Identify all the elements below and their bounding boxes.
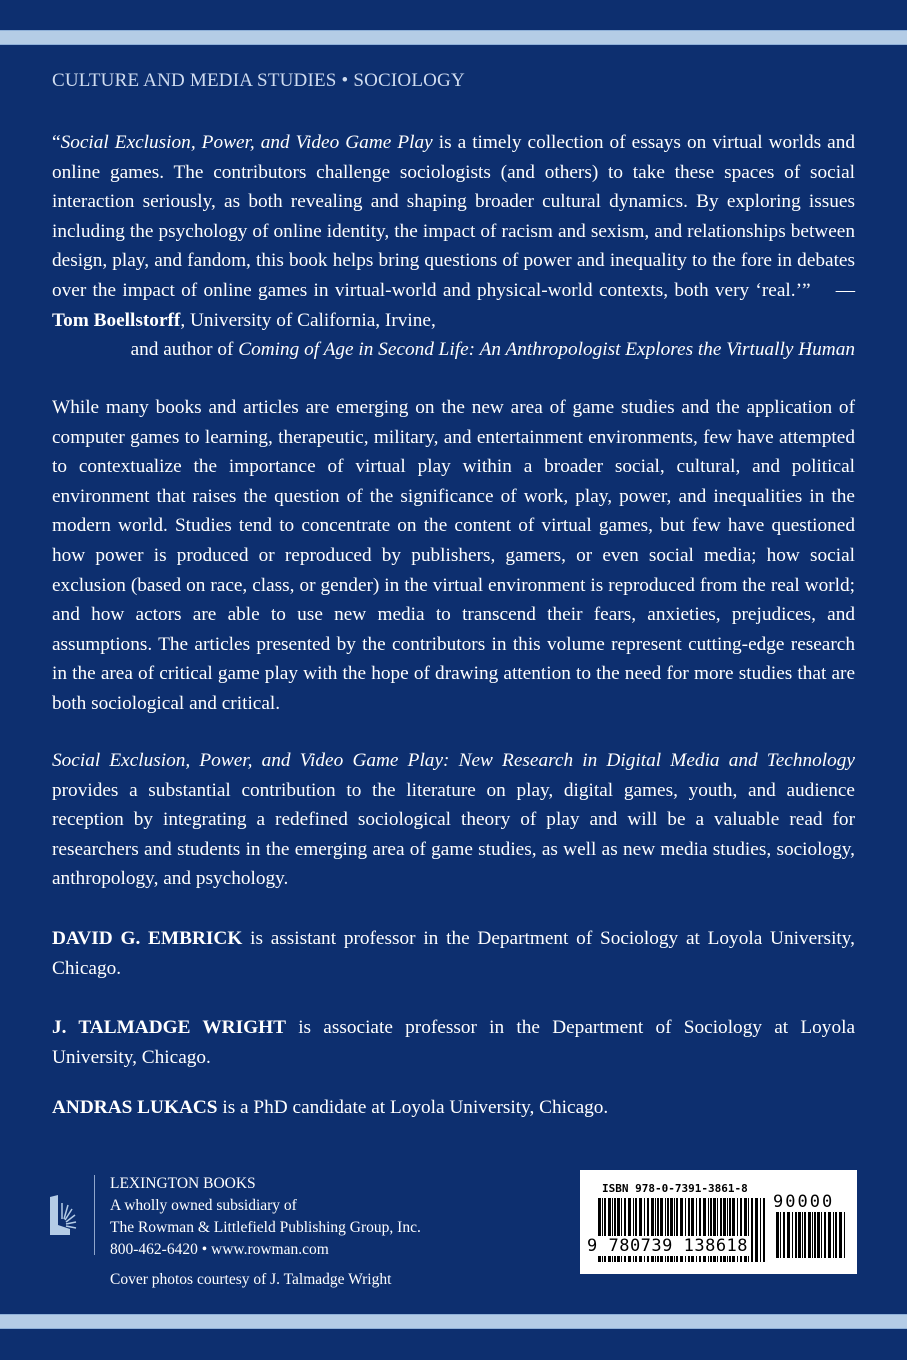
attribution-affiliation: , University of California, Irvine, <box>180 309 436 331</box>
author-name: J. TALMADGE WRIGHT <box>52 1017 286 1038</box>
attribution-line <box>52 335 855 365</box>
barcode-bar <box>824 1212 826 1258</box>
author-bio-text: is a PhD candidate at Loyola University, Chicago. <box>217 1097 609 1118</box>
bottom-stripe <box>0 1314 907 1329</box>
barcode-bar <box>833 1212 834 1258</box>
quote-mark: “ <box>52 132 61 153</box>
barcode-bar <box>751 1198 753 1262</box>
publisher-line: A wholly owned subsidiary of <box>110 1197 297 1214</box>
price-code: 90000 <box>773 1192 835 1212</box>
author-name: DAVID G. EMBRICK <box>52 928 243 949</box>
barcode-bar <box>792 1212 793 1258</box>
author-name: ANDRAS LUKACS <box>52 1097 218 1118</box>
author-bio <box>52 1093 855 1123</box>
publisher-contact: 800-462-6420 • www.rowman.com <box>110 1241 329 1258</box>
endorsement-quote <box>52 128 855 335</box>
barcode-bar <box>828 1212 831 1258</box>
publisher-info <box>110 1173 421 1261</box>
lexington-logo-icon <box>50 1195 84 1235</box>
publisher-divider <box>94 1175 95 1255</box>
barcode-number: 9 780739 138618 <box>587 1236 749 1256</box>
barcode-bar <box>798 1212 801 1258</box>
barcode-bar <box>835 1212 837 1258</box>
attribution-prefix: and author of <box>130 339 239 360</box>
barcode-bar <box>795 1212 797 1258</box>
price-barcode-bars <box>776 1212 847 1258</box>
summary-paragraph <box>52 746 855 894</box>
barcode-bar <box>802 1212 803 1258</box>
author-bio <box>52 1013 855 1072</box>
photo-credit: Cover photos courtesy of J. Talmadge Wright <box>110 1271 392 1288</box>
barcode-bar <box>808 1212 811 1258</box>
author-bio-text: is assistant professor in the Department of Sociology at Loyola University, Chicago. <box>52 928 855 979</box>
barcode-bar <box>783 1212 785 1258</box>
barcode-bar <box>755 1198 758 1262</box>
barcode-bar <box>812 1212 813 1258</box>
barcode-bar <box>760 1198 761 1262</box>
barcode-bar <box>821 1212 822 1258</box>
barcode-bar <box>763 1198 765 1262</box>
attribution-dash: — <box>835 279 856 301</box>
barcode-bar <box>814 1212 816 1258</box>
attribution-name: Tom Boellstorff <box>52 309 181 331</box>
barcode-bar <box>817 1212 820 1258</box>
author-bio-text: is associate professor in the Department of Sociology at Loyola University, Chicago. <box>52 1017 855 1068</box>
publisher-line: The Rowman & Littlefield Publishing Group, Inc. <box>110 1219 421 1236</box>
barcode-bar <box>844 1212 845 1258</box>
category-label: CULTURE AND MEDIA STUDIES • SOCIOLOGY <box>52 70 465 91</box>
isbn-label: ISBN 978-0-7391-3861-8 <box>602 1182 748 1195</box>
barcode-bar <box>804 1212 806 1258</box>
summary-book-title: Social Exclusion, Power, and Video Game Play: New Research in Digital Media and Technology <box>52 750 855 771</box>
barcode-bar <box>776 1212 779 1258</box>
barcode-bar <box>780 1212 781 1258</box>
top-stripe <box>0 30 907 45</box>
barcode <box>580 1170 857 1274</box>
quote-book-title: Social Exclusion, Power, and Video Game Play <box>60 132 433 153</box>
quote-text: is a timely collection of essays on virtual worlds and online games. The contributors challenge sociologists (and others) to take these spaces of social interaction seriously, as both revealing and shaping broader cultural dynamics. By exploring issues including the psychology of online identity, the impact of racism and sexism, and relationships between design, play, and fandom, this book helps bring questions of power and inequality to the fore in debates over the impact of online games in virtual-world and physical-world contexts, both very ‘real.’” <box>52 132 855 301</box>
barcode-bar <box>839 1212 842 1258</box>
barcode-bar <box>787 1212 790 1258</box>
attribution-book: Coming of Age in Second Life: An Anthropologist Explores the Virtually Human <box>238 339 855 360</box>
description-paragraph: While many books and articles are emerging on the new area of game studies and the application of computer games to learning, therapeutic, military, and entertainment environments, few have attempted to contextualize the importance of virtual play within a broader social, cultural, and political environment that raises the question of the significance of work, play, power, and inequalities in the modern world. Studies tend to concentrate on the content of virtual games, but few have questioned how power is produced or reproduced by publishers, gamers, or even social media; how social exclusion (based on race, class, or gender) in the virtual environment is reproduced from the real world; and how actors are able to use new media to transcend their fears, anxieties, prejudices, and assumptions. The articles presented by the contributors in this volume represent cutting-edge research in the area of critical game play with the hope of drawing attention to the need for more studies that are both sociological and critical. <box>52 397 855 714</box>
summary-text: provides a substantial contribution to the literature on play, digital games, youth, and audience reception by integrating a redefined sociological theory of play and will be a valuable read for researchers and students in the emerging area of game studies, as well as new media studies, sociology, anthropology, and psychology. <box>52 779 855 890</box>
publisher-name: LEXINGTON BOOKS <box>110 1175 256 1192</box>
author-bio <box>52 924 855 983</box>
